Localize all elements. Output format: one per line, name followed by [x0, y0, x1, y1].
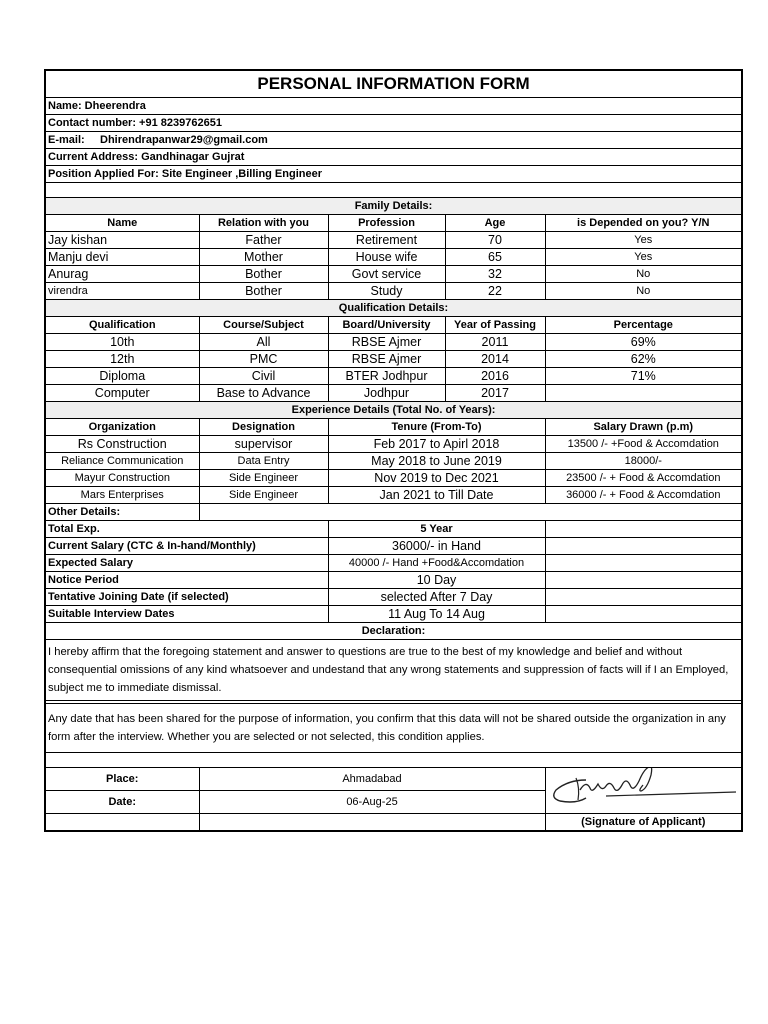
family-dependent: Yes: [545, 232, 742, 249]
exp-designation: Side Engineer: [199, 470, 328, 487]
qual-header-year: Year of Passing: [445, 317, 545, 334]
qual-board: RBSE Ajmer: [328, 334, 445, 351]
qual-qualification: Diploma: [45, 368, 199, 385]
qual-percentage: 71%: [545, 368, 742, 385]
exp-organization: Reliance Communication: [45, 453, 199, 470]
qual-header-board: Board/University: [328, 317, 445, 334]
exp-tenure: Nov 2019 to Dec 2021: [328, 470, 545, 487]
family-name: Jay kishan: [45, 232, 199, 249]
exp-organization: Rs Construction: [45, 436, 199, 453]
experience-row: [45, 470, 742, 487]
family-details-heading: Family Details:: [45, 198, 742, 215]
signature-image: [546, 768, 743, 812]
qualification-details-heading: Qualification Details:: [45, 300, 742, 317]
interview-dates-value: 11 Aug To 14 Aug: [328, 606, 545, 623]
qual-year: 2017: [445, 385, 545, 402]
qualification-row: [45, 351, 742, 368]
exp-salary: 36000 /- + Food & Accomdation: [545, 487, 742, 504]
spacer-row: [45, 753, 742, 768]
exp-tenure: Jan 2021 to Till Date: [328, 487, 545, 504]
notice-period-label: Notice Period: [45, 572, 328, 589]
family-age: 70: [445, 232, 545, 249]
interview-dates-label: Suitable Interview Dates: [45, 606, 328, 623]
joining-date-blank: [545, 589, 742, 606]
family-row: [45, 249, 742, 266]
exp-designation: Data Entry: [199, 453, 328, 470]
qual-percentage: 62%: [545, 351, 742, 368]
current-salary-value: 36000/- in Hand: [328, 538, 545, 555]
current-salary-label: Current Salary (CTC & In-hand/Monthly): [45, 538, 328, 555]
qual-header-percentage: Percentage: [545, 317, 742, 334]
qual-qualification: 10th: [45, 334, 199, 351]
exp-designation: Side Engineer: [199, 487, 328, 504]
footer-blank: [199, 814, 545, 832]
email-value: Dhirendrapanwar29@gmail.com: [100, 134, 268, 146]
qualification-row: [45, 368, 742, 385]
family-age: 32: [445, 266, 545, 283]
qual-course: Civil: [199, 368, 328, 385]
date-value: 06-Aug-25: [199, 791, 545, 814]
qual-qualification: Computer: [45, 385, 199, 402]
family-dependent: No: [545, 266, 742, 283]
notice-period-blank: [545, 572, 742, 589]
name-field: Name: Dheerendra: [45, 98, 742, 115]
exp-organization: Mayur Construction: [45, 470, 199, 487]
notice-period-value: 10 Day: [328, 572, 545, 589]
family-profession: Govt service: [328, 266, 445, 283]
qualification-row: [45, 334, 742, 351]
family-profession: House wife: [328, 249, 445, 266]
qual-course: All: [199, 334, 328, 351]
family-profession: Study: [328, 283, 445, 300]
exp-tenure: Feb 2017 to Apirl 2018: [328, 436, 545, 453]
exp-header-salary: Salary Drawn (p.m): [545, 419, 742, 436]
contact-field: Contact number: +91 8239762651: [45, 115, 742, 132]
privacy-text: Any date that has been shared for the purpose of information, you confirm that this data will not be shared outside the organization in any form after the interview. Whether you are selected or not selected, this condition applies.: [45, 704, 742, 753]
qual-header-course: Course/Subject: [199, 317, 328, 334]
qual-year: 2011: [445, 334, 545, 351]
expected-salary-blank: [545, 555, 742, 572]
exp-salary: 23500 /- + Food & Accomdation: [545, 470, 742, 487]
email-field: [45, 132, 742, 149]
total-exp-blank: [545, 521, 742, 538]
family-age: 65: [445, 249, 545, 266]
personal-information-form: [44, 69, 743, 832]
family-header-age: Age: [445, 215, 545, 232]
qualification-row: [45, 385, 742, 402]
place-value: Ahmadabad: [199, 768, 545, 791]
exp-header-designation: Designation: [199, 419, 328, 436]
spacer-row: [45, 183, 742, 198]
family-relation: Bother: [199, 283, 328, 300]
family-dependent: Yes: [545, 249, 742, 266]
other-details-heading: Other Details:: [45, 504, 199, 521]
exp-tenure: May 2018 to June 2019: [328, 453, 545, 470]
qual-board: BTER Jodhpur: [328, 368, 445, 385]
experience-row: [45, 436, 742, 453]
family-age: 22: [445, 283, 545, 300]
date-label: Date:: [45, 791, 199, 814]
joining-date-value: selected After 7 Day: [328, 589, 545, 606]
family-name: Manju devi: [45, 249, 199, 266]
interview-dates-blank: [545, 606, 742, 623]
family-relation: Mother: [199, 249, 328, 266]
qual-percentage: 69%: [545, 334, 742, 351]
qual-percentage: [545, 385, 742, 402]
expected-salary-label: Expected Salary: [45, 555, 328, 572]
email-label: E-mail:: [48, 134, 85, 146]
exp-header-tenure: Tenure (From-To): [328, 419, 545, 436]
place-label: Place:: [45, 768, 199, 791]
experience-details-heading: Experience Details (Total No. of Years):: [45, 402, 742, 419]
family-header-name: Name: [45, 215, 199, 232]
family-relation: Father: [199, 232, 328, 249]
experience-row: [45, 453, 742, 470]
family-name: virendra: [45, 283, 199, 300]
experience-row: [45, 487, 742, 504]
qual-header-qualification: Qualification: [45, 317, 199, 334]
qual-board: RBSE Ajmer: [328, 351, 445, 368]
qual-board: Jodhpur: [328, 385, 445, 402]
qual-course: Base to Advance: [199, 385, 328, 402]
exp-designation: supervisor: [199, 436, 328, 453]
family-row: [45, 283, 742, 300]
exp-salary: 13500 /- +Food & Accomdation: [545, 436, 742, 453]
exp-salary: 18000/-: [545, 453, 742, 470]
family-name: Anurag: [45, 266, 199, 283]
qual-qualification: 12th: [45, 351, 199, 368]
family-row: [45, 266, 742, 283]
signature-box: [545, 768, 742, 814]
declaration-text: I hereby affirm that the foregoing statement and answer to questions are true to the best of my knowledge and belief and without consequential omissions of any kind whatsoever and undestand that any wrong statements and suppression of facts will if I an Employed, subject me to immediate dismissal.: [45, 640, 742, 701]
current-salary-blank: [545, 538, 742, 555]
family-header-profession: Profession: [328, 215, 445, 232]
family-relation: Bother: [199, 266, 328, 283]
exp-organization: Mars Enterprises: [45, 487, 199, 504]
family-header-dependent: is Depended on you? Y/N: [545, 215, 742, 232]
qual-course: PMC: [199, 351, 328, 368]
declaration-heading: Declaration:: [45, 623, 742, 640]
total-exp-value: 5 Year: [328, 521, 545, 538]
form-title: PERSONAL INFORMATION FORM: [45, 70, 742, 98]
other-details-blank: [199, 504, 742, 521]
signature-caption: (Signature of Applicant): [545, 814, 742, 832]
family-header-relation: Relation with you: [199, 215, 328, 232]
qual-year: 2016: [445, 368, 545, 385]
position-field: Position Applied For: Site Engineer ,Billing Engineer: [45, 166, 742, 183]
expected-salary-value: 40000 /- Hand +Food&Accomdation: [328, 555, 545, 572]
qual-year: 2014: [445, 351, 545, 368]
exp-header-organization: Organization: [45, 419, 199, 436]
family-dependent: No: [545, 283, 742, 300]
total-exp-label: Total Exp.: [45, 521, 328, 538]
joining-date-label: Tentative Joining Date (if selected): [45, 589, 328, 606]
footer-blank: [45, 814, 199, 832]
address-field: Current Address: Gandhinagar Gujrat: [45, 149, 742, 166]
family-row: [45, 232, 742, 249]
family-profession: Retirement: [328, 232, 445, 249]
